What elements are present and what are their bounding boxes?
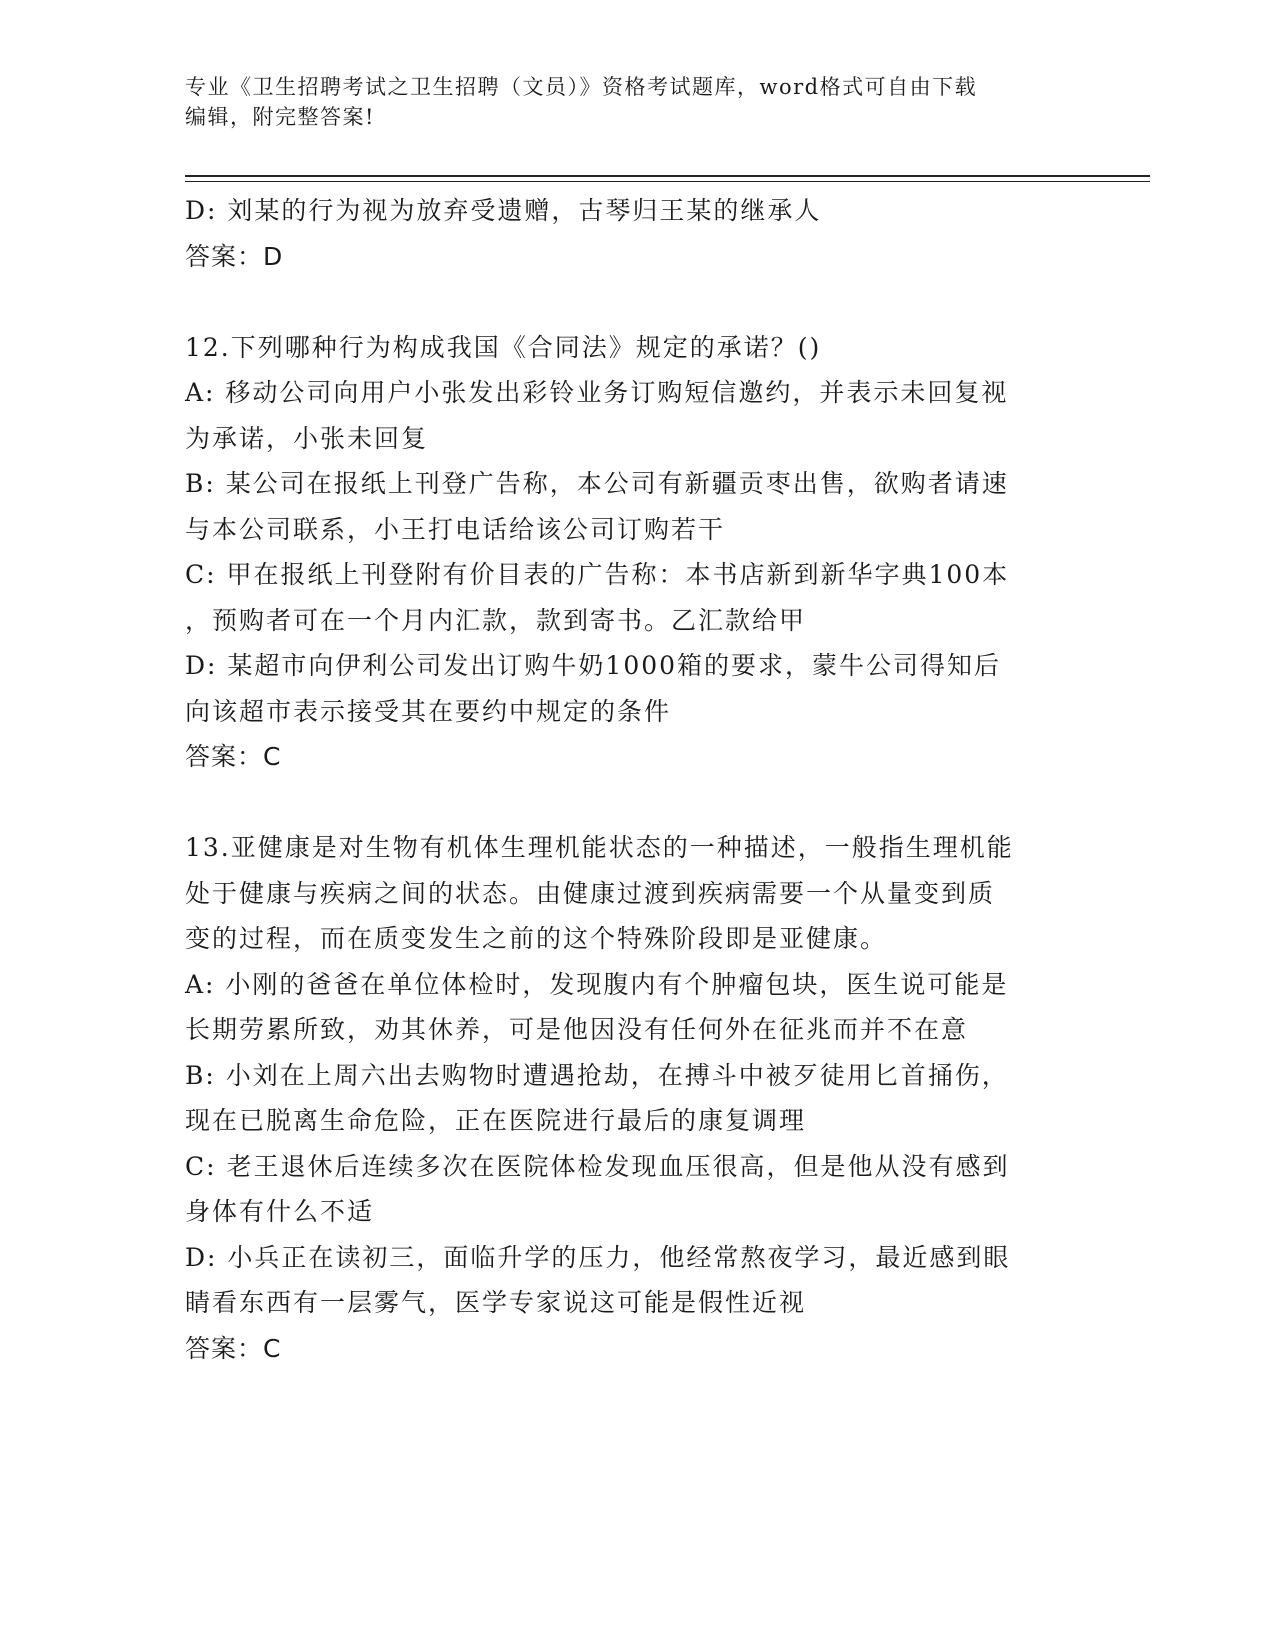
option-c: C: 老王退休后连续多次在医院体检发现血压很高，但是他从没有感到 [185, 1151, 1010, 1181]
option-d: D: 刘某的行为视为放弃受遗赠，古琴归王某的继承人 [185, 196, 822, 225]
answer-line: 答案：C [185, 1333, 282, 1363]
option-a: A: 小刚的爸爸在单位体检时，发现腹内有个肿瘤包块，医生说可能是 [185, 969, 1009, 999]
option-c-continued: 身体有什么不适 [185, 1197, 375, 1226]
question-stem-continued: 处于健康与疾病之间的状态。由健康过渡到疾病需要一个从量变到质 [185, 878, 996, 908]
document-header [185, 72, 1065, 132]
option-d: D: 小兵正在读初三，面临升学的压力，他经常熬夜学习，最近感到眼 [185, 1242, 1011, 1272]
option-b: B: 某公司在报纸上刊登广告称，本公司有新疆贡枣出售，欲购者请速 [185, 469, 1009, 498]
spacer [185, 780, 1080, 826]
spacer [185, 279, 1080, 325]
header-line-1: 专业《卫生招聘考试之卫生招聘（文员）》资格考试题库，word格式可自由下载 [185, 75, 978, 99]
option-b: B: 小刘在上周六出去购物时遭遇抢劫，在搏斗中被歹徒用匕首捅伤， [185, 1060, 1009, 1090]
option-c-continued: ，预购者可在一个月内汇款，款到寄书。乙汇款给甲 [185, 605, 807, 635]
option-d: D: 某超市向伊利公司发出订购牛奶1000箱的要求，蒙牛公司得知后 [185, 651, 1002, 680]
previous-question-tail [185, 188, 1080, 279]
option-b-continued: 与本公司联系，小王打电话给该公司订购若干 [185, 514, 726, 544]
option-a-continued: 为承诺，小张未回复 [185, 423, 429, 453]
question-12 [185, 325, 1080, 780]
header-rule-thick [185, 175, 1150, 177]
option-d-continued: 睛看东西有一层雾气，医学专家说这可能是假性近视 [185, 1288, 807, 1317]
option-b-continued: 现在已脱离生命危险，正在医院进行最后的康复调理 [185, 1106, 807, 1135]
header-line-2: 编辑，附完整答案! [185, 105, 375, 129]
question-stem: 12.下列哪种行为构成我国《合同法》规定的承诺？() [185, 332, 822, 362]
question-stem-continued: 变的过程，而在质变发生之前的这个特殊阶段即是亚健康。 [185, 924, 888, 953]
option-c: C: 甲在报纸上刊登附有价目表的广告称：本书店新到新华字典100本 [185, 560, 1010, 589]
header-rule-thin [185, 181, 1150, 182]
question-13 [185, 825, 1080, 1371]
answer-line: 答案：C [185, 742, 282, 771]
option-a-continued: 长期劳累所致，劝其休养，可是他因没有任何外在征兆而并不在意 [185, 1015, 969, 1044]
document-body [185, 188, 1080, 1371]
option-d-continued: 向该超市表示接受其在要约中规定的条件 [185, 696, 672, 726]
option-a: A: 移动公司向用户小张发出彩铃业务订购短信邀约，并表示未回复视 [185, 378, 1009, 407]
answer-line: 答案：D [185, 241, 284, 271]
question-stem: 13.亚健康是对生物有机体生理机能状态的一种描述，一般指生理机能 [185, 833, 1014, 862]
